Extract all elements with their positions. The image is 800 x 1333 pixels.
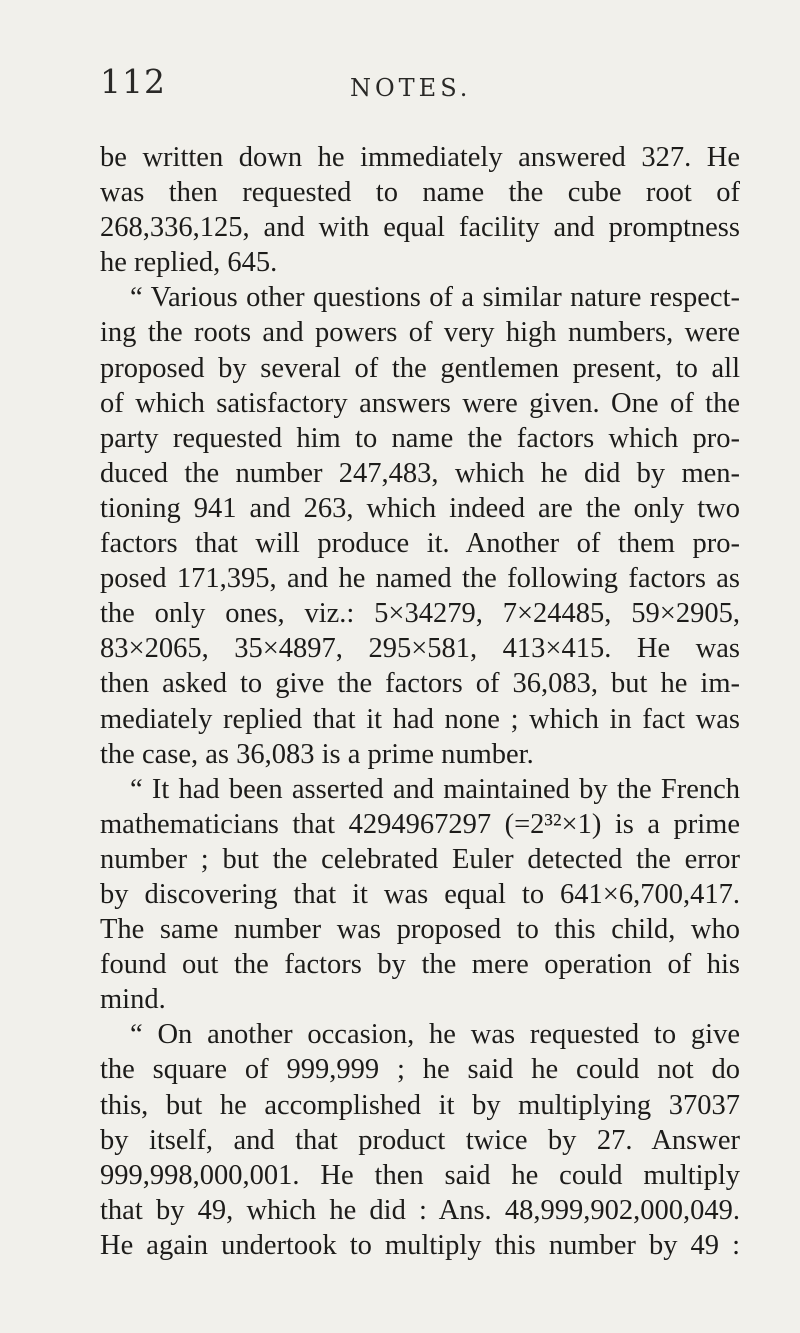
text-line: the square of 999,999 ; he said he could not do <box>100 1054 740 1086</box>
text-line: The same number was proposed to this child, who <box>100 914 740 946</box>
text-line: was then requested to name the cube root of <box>100 177 740 209</box>
text-line: “ On another occasion, he was requested to give <box>130 1019 740 1051</box>
text-line: proposed by several of the gentlemen present, to all <box>100 352 740 384</box>
text-line: 999,998,000,001. He then said he could multiply <box>100 1159 740 1191</box>
text-line: the only ones, viz.: 5×34279, 7×24485, 59×2905, <box>100 598 740 630</box>
text-line: “ Various other questions of a similar nature respect- <box>130 282 740 314</box>
text-line: 83×2065, 35×4897, 295×581, 413×415. He was <box>100 633 740 665</box>
text-line: he replied, 645. <box>100 247 278 279</box>
text-line: mathematicians that 4294967297 (=2³²×1) is a prime <box>100 808 740 840</box>
text-line: by discovering that it was equal to 641×6,700,417. <box>100 878 740 910</box>
body-text <box>100 140 740 1263</box>
text-line: posed 171,395, and he named the following factors as <box>100 563 740 595</box>
text-line: “ It had been asserted and maintained by the French <box>130 773 740 805</box>
text-line: 268,336,125, and with equal facility and promptness <box>100 212 740 244</box>
text-line: He again undertook to multiply this number by 49 : <box>100 1229 740 1261</box>
text-line: of which satisfactory answers were given. One of the <box>100 387 740 419</box>
text-line: tioning 941 and 263, which indeed are the only two <box>100 492 740 524</box>
running-head: NOTES. <box>350 74 472 102</box>
page-header <box>100 62 740 112</box>
text-line: factors that will produce it. Another of them pro- <box>100 528 740 560</box>
text-line: by itself, and that product twice by 27. Answer <box>100 1124 740 1156</box>
text-line: found out the factors by the mere operation of his <box>100 949 740 981</box>
text-line: be written down he immediately answered 327. He <box>100 142 740 173</box>
text-line: that by 49, which he did : Ans. 48,999,902,000,049. <box>100 1194 740 1226</box>
text-line: this, but he accomplished it by multiplying 37037 <box>100 1089 740 1121</box>
text-line: party requested him to name the factors which pro- <box>100 422 740 454</box>
text-line: number ; but the celebrated Euler detected the error <box>100 843 740 875</box>
text-line: duced the number 247,483, which he did by men- <box>100 457 740 489</box>
text-line: mediately replied that it had none ; which in fact was <box>100 703 740 735</box>
text-line: the case, as 36,083 is a prime number. <box>100 738 534 770</box>
page-number: 112 <box>100 62 166 101</box>
text-line: then asked to give the factors of 36,083, but he im- <box>100 668 740 700</box>
text-line: ing the roots and powers of very high numbers, were <box>100 317 740 349</box>
text-line: mind. <box>100 984 166 1016</box>
